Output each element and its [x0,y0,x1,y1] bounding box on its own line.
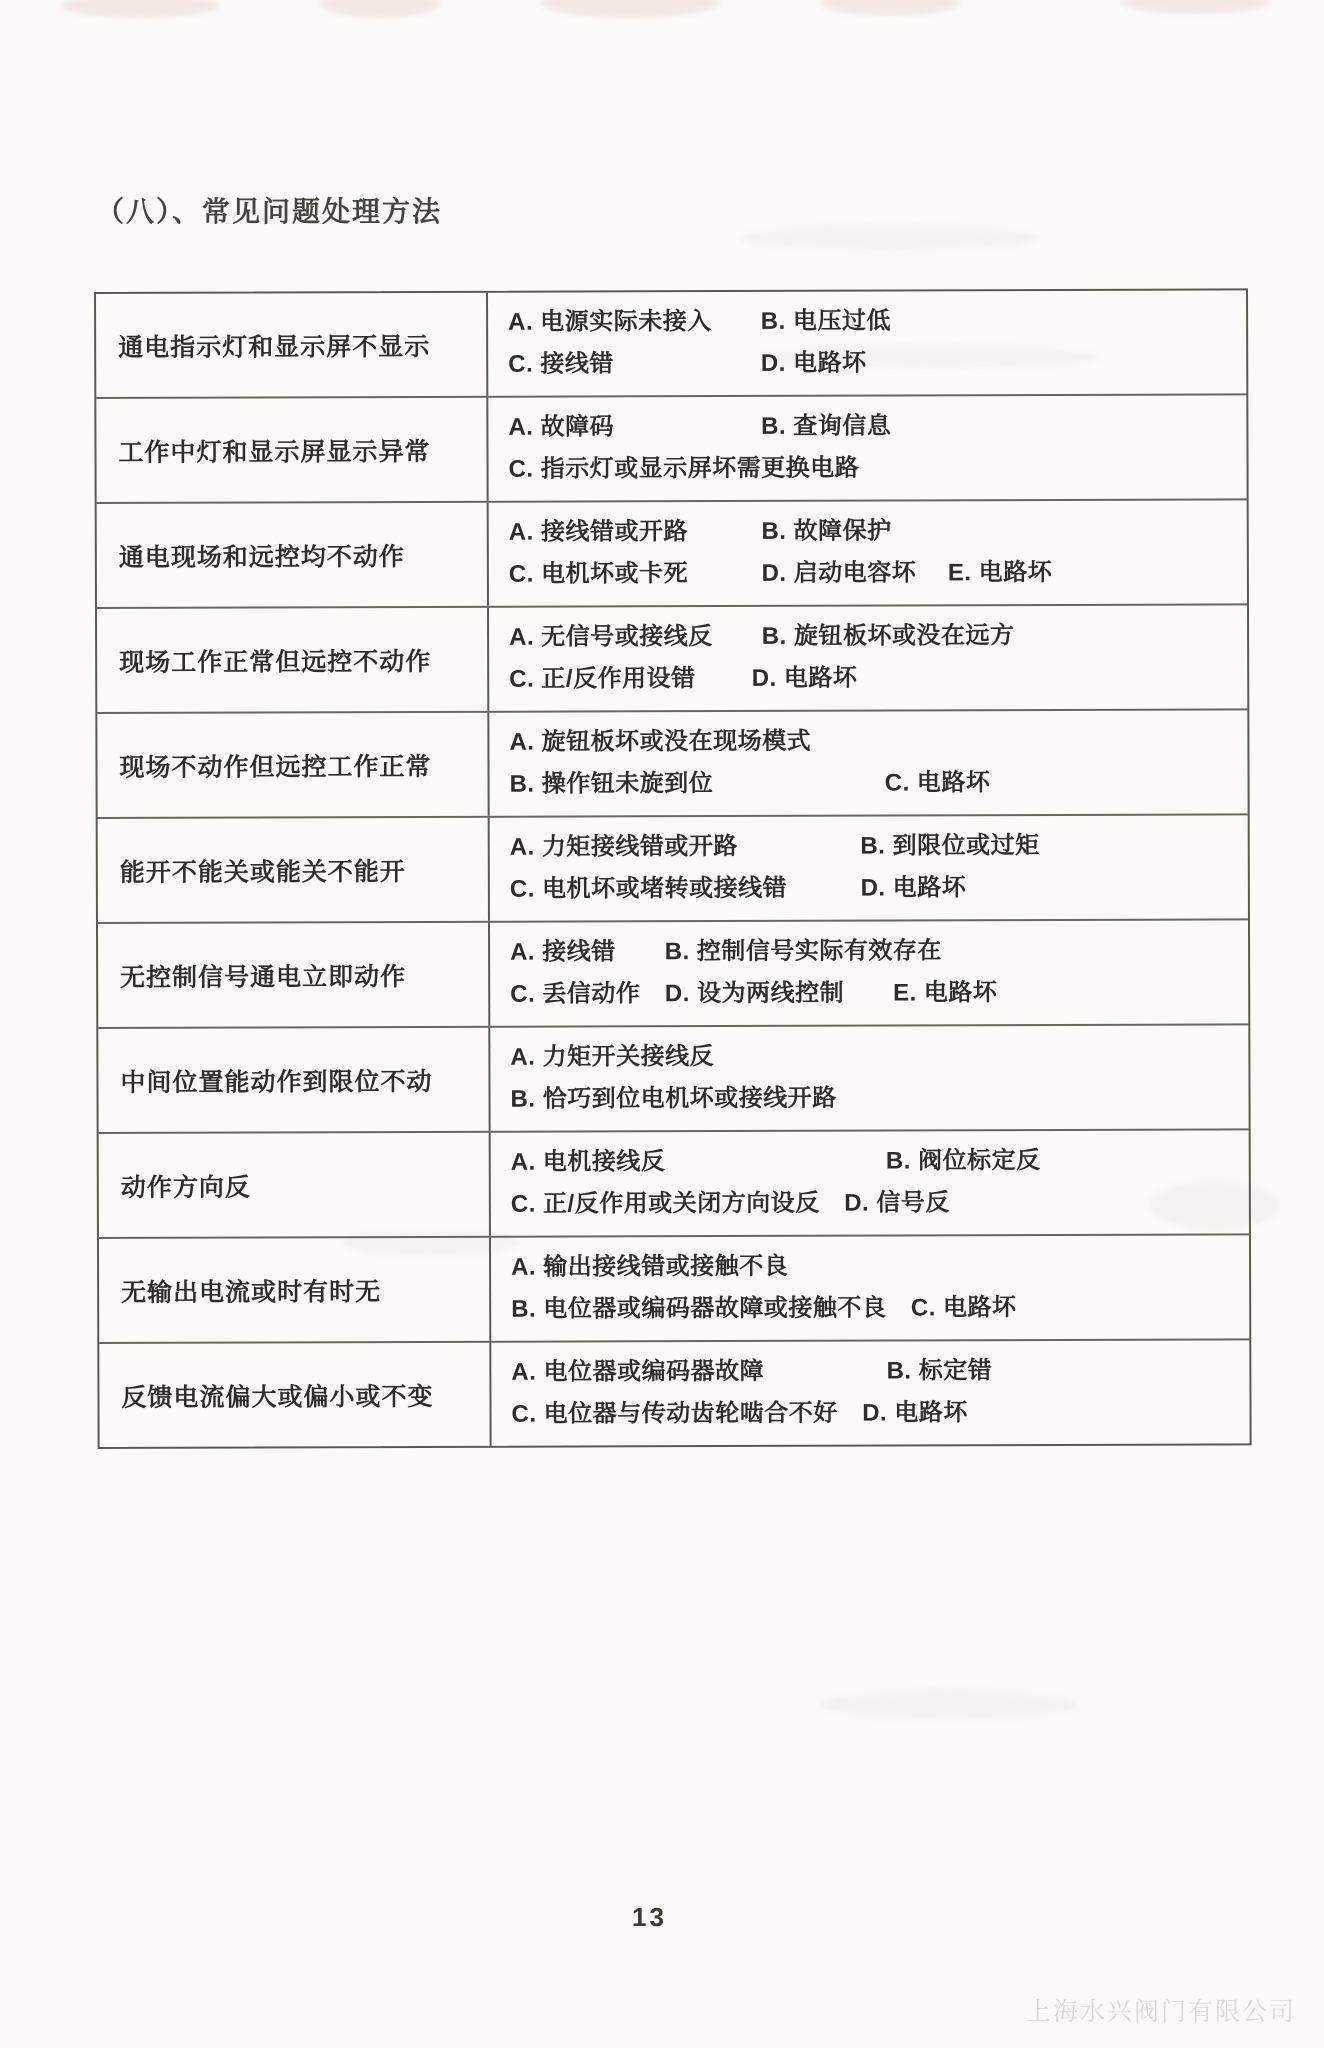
problem-text: 现场工作正常但远控不动作 [119,647,432,677]
causes-line: A. 电源实际未接入 B. 电压过低 [508,307,891,337]
problem-cell [98,923,490,1027]
causes-cell [489,500,1247,605]
causes-cell [490,1025,1248,1130]
causes-line: A. 旋钮板坏或没在现场模式 [509,728,812,757]
scan-artifact [820,0,960,16]
table-row [99,1128,1249,1237]
problem-text: 动作方向反 [120,1173,251,1202]
section-title: （八）、常见问题处理方法 [96,196,443,227]
causes-cell [491,1340,1249,1445]
problem-text: 无输出电流或时有时无 [121,1277,382,1307]
causes-line: A. 力矩接线错或开路 B. 到限位或过矩 [509,832,1040,862]
table-row [96,393,1246,502]
table-row [98,1023,1248,1132]
table-row [97,603,1247,712]
causes-line: C. 丢信动作 D. 设为两线控制 E. 电路坏 [510,978,998,1008]
causes-cell [489,710,1247,815]
causes-line: C. 电位器与传动齿轮啮合不好 D. 电路坏 [511,1398,968,1428]
scan-artifact [540,0,720,18]
causes-cell [488,395,1246,500]
causes-line: A. 接线错或开路 B. 故障保护 [508,517,892,547]
problem-cell [99,1343,491,1447]
causes-line: C. 正/反作用设错 D. 电路坏 [509,664,858,693]
causes-line: B. 恰巧到位电机坏或接线开路 [510,1084,837,1113]
problem-cell [96,293,488,397]
causes-line: A. 电机接线反 B. 阀位标定反 [510,1147,1041,1177]
causes-line: A. 力矩开关接线反 [510,1043,715,1072]
scan-artifact [320,0,440,18]
problem-cell [96,398,488,502]
table-row [99,1233,1249,1342]
causes-cell [489,605,1247,710]
table-row [97,708,1247,817]
table-row [98,918,1248,1027]
scan-artifact [1120,0,1270,14]
table-row [96,290,1246,397]
bleed-through-smudge [740,225,1040,251]
company-watermark: 上海水兴阀门有限公司 [1025,1998,1296,2026]
causes-cell [491,1130,1249,1235]
problem-text: 现场不动作但远控工作正常 [119,752,432,782]
causes-line: A. 接线错 B. 控制信号实际有效存在 [510,937,942,967]
troubleshooting-table [94,288,1252,1449]
problem-cell [99,1238,491,1342]
problem-cell [97,503,489,607]
problem-cell [98,818,490,922]
problem-cell [99,1133,491,1237]
causes-line: B. 操作钮未旋到位 C. 电路坏 [509,768,991,798]
causes-line: A. 电位器或编码器故障 B. 标定错 [511,1357,993,1387]
causes-cell [490,815,1248,920]
causes-line: A. 故障码 B. 查询信息 [508,412,892,442]
table-row [99,1338,1249,1447]
problem-text: 能开不能关或能关不能开 [119,857,406,887]
causes-cell [491,1235,1249,1340]
problem-text: 中间位置能动作到限位不动 [120,1067,433,1097]
causes-line: C. 电机坏或堵转或接线错 D. 电路坏 [509,873,967,903]
causes-line: A. 无信号或接线反 B. 旋钮板坏或没在远方 [509,622,1015,652]
problem-text: 工作中灯和显示屏显示异常 [118,437,431,467]
page-number: 13 [632,1902,667,1932]
problem-text: 通电指示灯和显示屏不显示 [118,332,431,362]
problem-cell [97,608,489,712]
problem-text: 通电现场和远控均不动作 [118,542,405,572]
causes-line: C. 接线错 D. 电路坏 [508,349,867,378]
bleed-through-smudge [820,1690,1080,1720]
causes-line: C. 电机坏或卡死 D. 启动电容坏 E. 电路坏 [508,558,1053,588]
causes-line: A. 输出接线错或接触不良 [511,1253,789,1282]
causes-line: C. 指示灯或显示屏坏需更换电路 [508,454,860,483]
problem-text: 无控制信号通电立即动作 [120,962,407,992]
causes-line: B. 电位器或编码器故障或接触不良 C. 电路坏 [511,1293,1017,1323]
problem-cell [97,713,489,817]
causes-line: C. 正/反作用或关闭方向设反 D. 信号反 [510,1189,950,1218]
scan-artifact [60,0,220,18]
causes-cell [490,920,1248,1025]
table-row [98,813,1248,922]
problem-text: 反馈电流偏大或偏小或不变 [121,1382,434,1412]
table-row [97,498,1247,607]
problem-cell [98,1028,490,1132]
causes-cell [488,290,1246,395]
